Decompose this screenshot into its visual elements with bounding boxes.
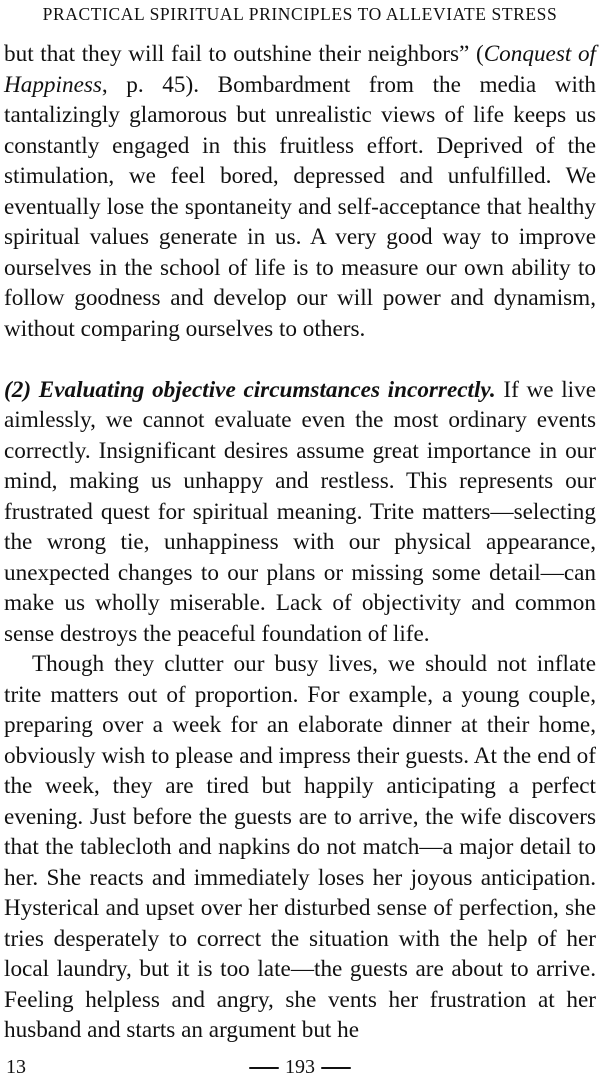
cited-book-title: Conquest of Happiness <box>4 41 597 98</box>
paragraph-2 <box>4 375 596 650</box>
signature-mark: 13 <box>6 1056 26 1078</box>
paragraph-1-post: , p. 45). Bombardment from the media with tantalizingly glamorous but unrealistic views of life keeps us constantly engaged in this fruitless effort. Deprived of the stimulation, we feel bored, depressed and unfulfilled. We eventually lose the spontaneity and self-acceptance that healthy spiritual values generate in us. A very good way to improve ourselves in the school of life is to measure our own ability to follow goodness and develop our will power and dynamism, without comparing ourselves to others. <box>4 71 596 342</box>
page-number-right-dash <box>321 1067 351 1069</box>
section-heading: (2) Evaluating objective circumstances incorrectly. <box>4 376 496 403</box>
paragraph-3: Though they clutter our busy lives, we should not inflate trite matters out of proportion. For example, a young couple, preparing over a week for an elaborate dinner at their home, obviously wish to please and impress their guests. At the end of the week, they are tired but happily anticipating a perfect evening. Just before the guests are to arrive, the wife discovers that the tablecloth and napkins do not match—a major detail to her. She reacts and immediately loses her joyous anticipation. Hysterical and upset over her disturbed sense of perfection, she tries desperately to correct the situation with the help of her local laundry, but it is too late—the guests are about to arrive. Feeling helpless and angry, she vents her frustration at her husband and starts an argument but he <box>4 651 596 1043</box>
page-number-left-dash <box>249 1067 279 1069</box>
page-footer <box>0 1054 600 1082</box>
page-number: 193 <box>285 1056 315 1078</box>
running-head: PRACTICAL SPIRITUAL PRINCIPLES TO ALLEVIATE STRESS <box>42 4 558 24</box>
paragraph-1-pre: but that they will fail to outshine their neighbors” ( <box>4 41 484 67</box>
page-number-group <box>0 1054 600 1080</box>
paragraph-2-body: If we live aimlessly, we cannot evaluate even the most ordinary events correctly. Insignificant desires assume great importance in our mind, making us unhappy and restless. This represents our frustrated quest for spiritual meaning. Trite matters—selecting the wrong tie, unhappiness with our physical appearance, unexpected changes to our plans or missing some detail—can make us wholly miserable. Lack of objectivity and common sense destroys the peaceful foundation of life. <box>4 376 596 647</box>
body-text <box>4 39 596 1046</box>
paragraph-1 <box>4 39 596 344</box>
